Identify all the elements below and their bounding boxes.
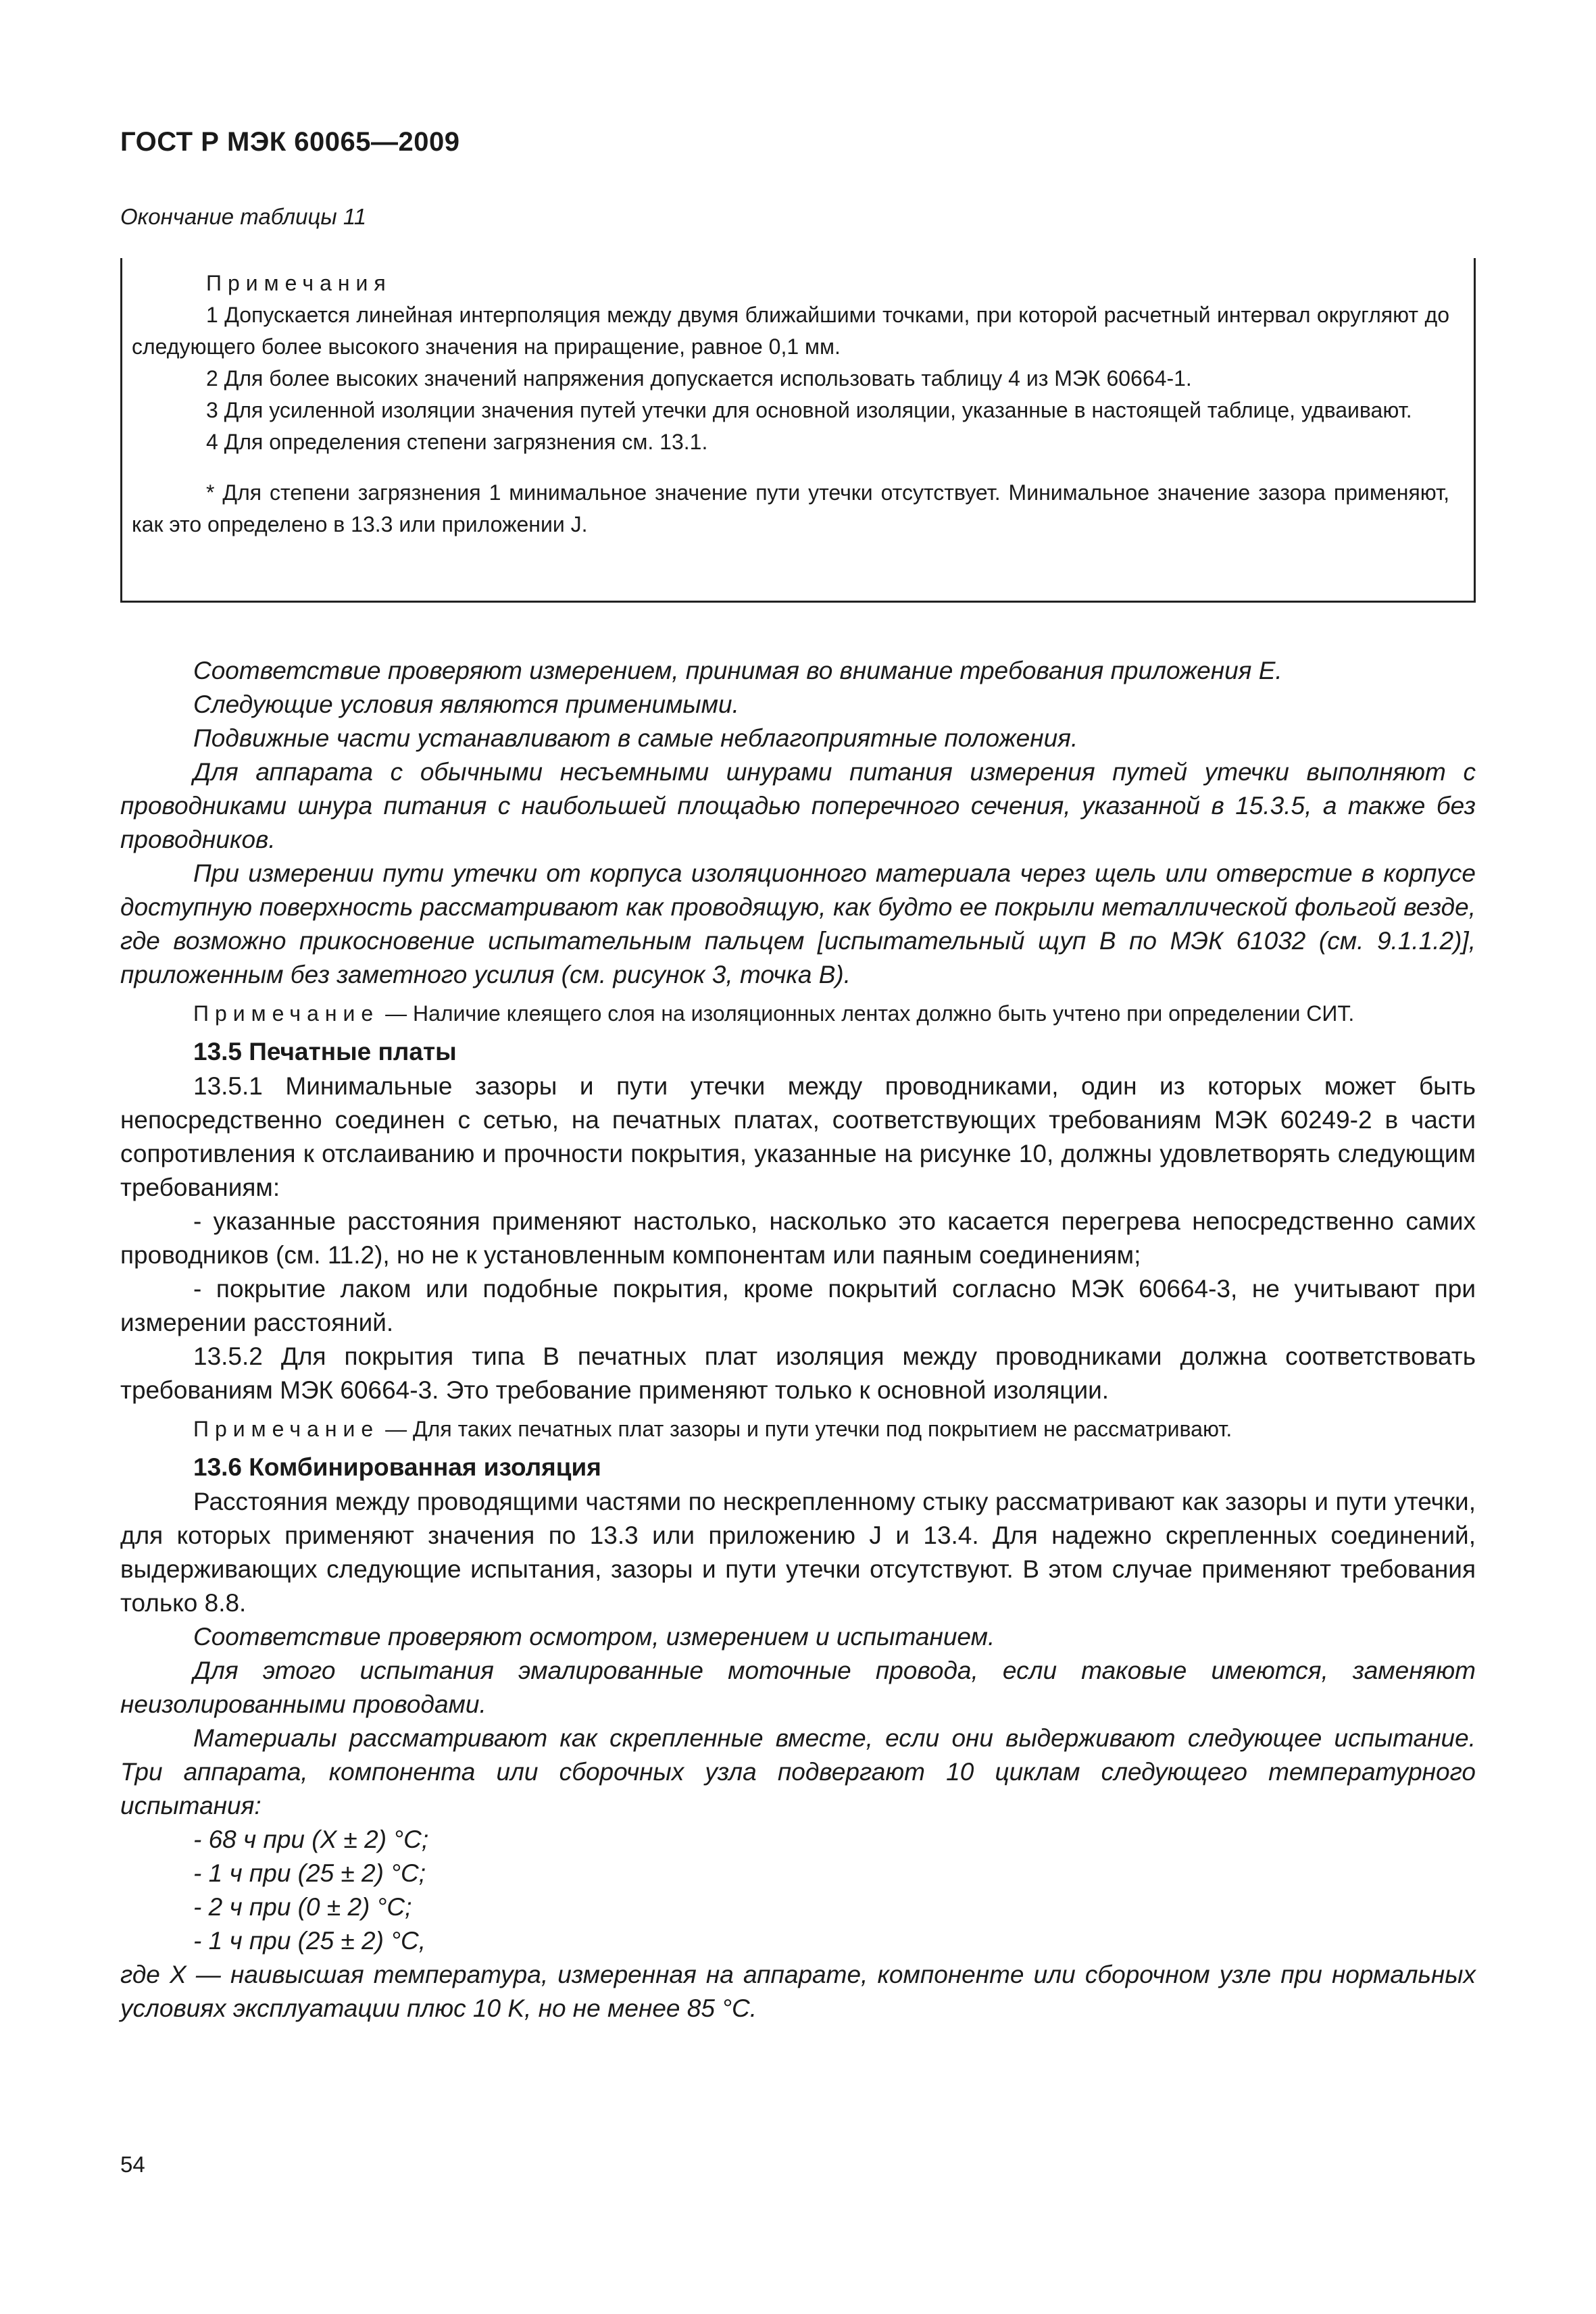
paragraph: Расстояния между проводящими частями по нескрепленному стыку рассматривают как зазоры и пути утечки, для которых применяют значения по 13.3 или приложению J и 13.4. Для надежно скрепленных соединений, выдерживающих следующие испытания, зазоры и пути утечки отсутствуют. В этом случае применяют требования только 8.8.	[120, 1488, 1476, 1617]
note	[120, 1414, 1476, 1444]
paragraph: 13.5.2 Для покрытия типа В печатных плат изоляция между проводниками должна соответствовать требованиям МЭК 60664-3. Это требование применяют только к основной изоляции.	[120, 1342, 1476, 1404]
table-notes-box	[120, 258, 1476, 603]
paragraph: Подвижные части устанавливают в самые неблагоприятные положения.	[193, 724, 1078, 752]
paragraph: Соответствие проверяют осмотром, измерением и испытанием.	[193, 1623, 995, 1651]
table-footnote: * Для степени загрязнения 1 минимальное значение пути утечки отсутствует. Минимальное значение зазора применяют, как это определено в 13.3 или приложении J.	[132, 480, 1449, 536]
body-text	[120, 654, 1476, 2026]
section-heading: 13.6 Комбинированная изоляция	[193, 1453, 601, 1481]
note-item: 4 Для определения степени загрязнения см. 13.1.	[206, 430, 708, 454]
paragraph: Материалы рассматривают как скрепленные вместе, если они выдерживают следующее испытание. Три аппарата, компонента или сборочных узла подвергают 10 циклам следующего температурного испытания:	[120, 1724, 1476, 1819]
table-continuation-caption: Окончание таблицы 11	[120, 204, 367, 229]
spacer	[132, 458, 1449, 477]
document-header: ГОСТ Р МЭК 60065—2009	[120, 127, 460, 157]
note-item: 3 Для усиленной изоляции значения путей утечки для основной изоляции, указанные в настоящей таблице, удваивают.	[206, 398, 1412, 422]
notes-heading: Примечания	[206, 271, 392, 295]
list-item: - покрытие лаком или подобные покрытия, кроме покрытий согласно МЭК 60664-3, не учитывают при измерении расстояний.	[120, 1275, 1476, 1336]
paragraph: При измерении пути утечки от корпуса изоляционного материала через щель или отверстие в корпусе доступную поверхность рассматривают как проводящую, как будто ее покрыли металлической фольгой везде, где возможно прикосновение испытательным пальцем [испытательный щуп В по МЭК 61032 (см. 9.1.1.2)], приложенным без заметного усилия (см. рисунок 3, точка В).	[120, 859, 1476, 988]
paragraph: Соответствие проверяют измерением, принимая во внимание требования приложения Е.	[193, 657, 1282, 684]
list-item: - 2 ч при (0 ± 2) °C;	[193, 1893, 412, 1921]
note-text: — Для таких печатных плат зазоры и пути утечки под покрытием не рассматривают.	[379, 1417, 1232, 1441]
paragraph: Для этого испытания эмалированные моточные провода, если таковые имеются, заменяют неизолированными проводами.	[120, 1657, 1476, 1718]
list-item: - 1 ч при (25 ± 2) °C,	[193, 1927, 426, 1955]
list-item: - 1 ч при (25 ± 2) °C;	[193, 1859, 426, 1887]
paragraph: 13.5.1 Минимальные зазоры и пути утечки между проводниками, один из которых может быть непосредственно соединен с сетью, на печатных платах, соответствующих требованиям МЭК 60249-2 в части сопротивления к отслаиванию и прочности покрытия, указанные на рисунке 10, должны удовлетворять следующим требованиям:	[120, 1072, 1476, 1201]
page-number: 54	[120, 2152, 145, 2177]
note	[120, 999, 1476, 1029]
note-text: — Наличие клеящего слоя на изоляционных лентах должно быть учтено при определении СИТ.	[379, 1001, 1355, 1026]
list-item: - указанные расстояния применяют настолько, насколько это касается перегрева непосредственно самих проводников (см. 11.2), но не к установленным компонентам или паяным соединениям;	[120, 1207, 1476, 1269]
paragraph: Следующие условия являются применимыми.	[193, 690, 739, 718]
list-item: - 68 ч при (X ± 2) °C;	[193, 1826, 429, 1853]
note-item: 2 Для более высоких значений напряжения допускается использовать таблицу 4 из МЭК 60664-1.	[206, 366, 1192, 391]
note-label: Примечание	[193, 1001, 380, 1026]
note-item: 1 Допускается линейная интерполяция между двумя ближайшими точками, при которой расчетный интервал округляют до следующего более высокого значения на приращение, равное 0,1 мм.	[132, 303, 1449, 359]
paragraph: Для аппарата с обычными несъемными шнурами питания измерения путей утечки выполняют с проводниками шнура питания с наибольшей площадью поперечного сечения, указанной в 15.3.5, а также без проводников.	[120, 758, 1476, 853]
note-label: Примечание	[193, 1417, 380, 1441]
section-heading: 13.5 Печатные платы	[193, 1038, 457, 1065]
paragraph: где X — наивысшая температура, измеренная на аппарате, компоненте или сборочном узле при нормальных условиях эксплуатации плюс 10 K, но не менее 85 °C.	[120, 1961, 1476, 2022]
